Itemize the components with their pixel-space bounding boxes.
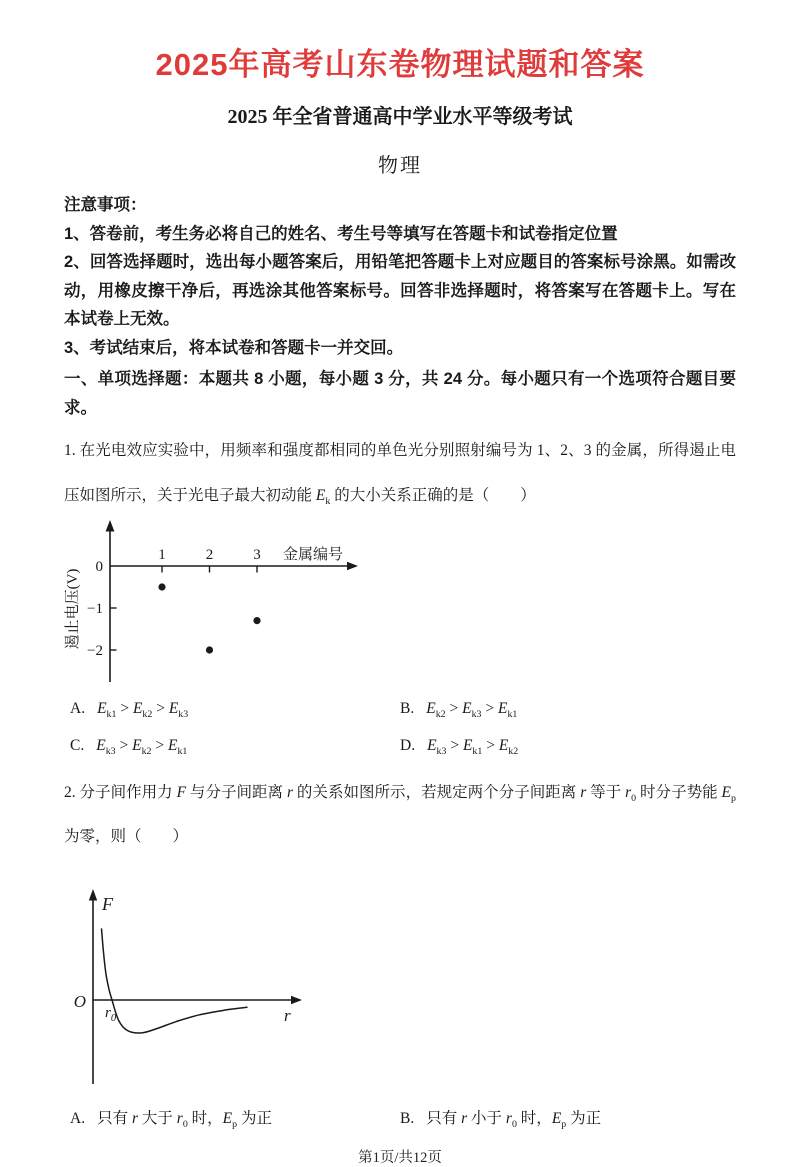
notices-heading: 注意事项： <box>64 196 147 215</box>
page-footer: 第1页/共12页 <box>358 1150 442 1167</box>
stopping-voltage-plot <box>60 519 404 687</box>
subject-title: 物理 <box>378 155 422 178</box>
force-curve <box>102 929 247 1033</box>
x-tick-label-2: 2 <box>205 546 214 563</box>
notice-item-3: 3、考试结束后，将本试卷和答题卡一并交回。 <box>64 338 404 357</box>
option-text: $E_{k2} > E_{k3} > E_{k1}$ <box>426 699 518 720</box>
data-point-metal-2 <box>206 646 213 653</box>
y-tick-label-minus2: −2 <box>87 642 103 659</box>
option-q2-a <box>70 1106 400 1131</box>
option-text: $E_{k3} > E_{k1} > E_{k2}$ <box>427 736 519 757</box>
exam-subtitle: 2025 年全省普通高中学业水平等级考试 <box>227 106 573 129</box>
option-label: A. <box>70 699 86 717</box>
y-tick-label-minus1: −1 <box>87 600 103 617</box>
notice-item-2: 2、回答选择题时，选出每小题答案后，用铅笔把答题卡上对应题目的答案标号涂黑。如需改动，用橡皮擦干净后，再选涂其他答案标号。回答非选择题时，将答案写在答题卡上。写在本试卷上无效。 <box>64 253 736 329</box>
x-tick-label-3: 3 <box>253 546 261 563</box>
x-axis-label: r <box>284 1006 291 1026</box>
option-q1-c <box>70 737 400 755</box>
question-1-text: 1. 在光电效应实验中，用频率和强度都相同的单色光分别照射编号为 1、2、3 的金属，所得遏止电压如图所示，关于光电子最大初动能 $E_k$ 的大小关系正确的是（ ） <box>64 442 736 507</box>
page-title: 2025年高考山东卷物理试题和答案 <box>155 47 645 82</box>
option-label: C. <box>70 736 85 754</box>
data-point-metal-1 <box>158 583 165 590</box>
y-axis-label: F <box>102 894 113 915</box>
x-axis-arrow-icon <box>291 996 302 1005</box>
r0-label: $r_0$ <box>105 1005 117 1025</box>
x-axis-label: 金属编号 <box>282 546 344 563</box>
option-q1-b <box>400 700 736 718</box>
option-text: 只有 r 小于 $r_0$ 时，$E_p$ 为正 <box>426 1110 602 1131</box>
option-text: 只有 r 大于 $r_0$ 时，$E_p$ 为正 <box>97 1110 272 1131</box>
chart-stopping-voltage <box>60 519 736 692</box>
option-q1-d <box>400 737 736 755</box>
data-point-metal-3 <box>253 617 260 624</box>
option-label: A. <box>70 1110 86 1128</box>
x-axis-arrow-icon <box>347 561 358 570</box>
y-axis-arrow-icon <box>89 889 97 901</box>
notice-item-1: 1、答卷前，考生务必将自己的姓名、考生号等填写在答题卡和试卷指定位置 <box>64 224 618 243</box>
question-2-options <box>70 1106 736 1131</box>
force-distance-plot <box>50 885 362 1091</box>
origin-label: O <box>73 992 86 1012</box>
question-2-text: 2. 分子间作用力 F 与分子间距离 r 的关系如图所示，若规定两个分子间距离 r 等于 $r_0$ 时分子势能 $E_p$ 为零，则（ ） <box>64 783 736 845</box>
option-label: B. <box>400 1110 415 1128</box>
option-label: D. <box>400 736 416 754</box>
y-axis-label: 遏止电压(V) <box>65 568 81 650</box>
y-axis-arrow-icon <box>106 520 115 532</box>
y-tick-label-0: 0 <box>95 558 103 575</box>
x-tick-label-1: 1 <box>158 546 166 563</box>
option-label: B. <box>400 699 415 717</box>
option-text: $E_{k3} > E_{k2} > E_{k1}$ <box>96 736 188 757</box>
section-1-heading: 一、单项选择题：本题共 8 小题，每小题 3 分，共 24 分。每小题只有一个选项符合题目要求。 <box>64 370 736 417</box>
option-q2-b <box>400 1106 736 1131</box>
chart-force-distance <box>50 885 736 1096</box>
option-text: $E_{k1} > E_{k2} > E_{k3}$ <box>97 699 189 720</box>
option-q1-a <box>70 700 400 718</box>
question-1-options <box>70 700 736 755</box>
scatter-points <box>158 583 260 653</box>
notices-section <box>64 191 736 422</box>
